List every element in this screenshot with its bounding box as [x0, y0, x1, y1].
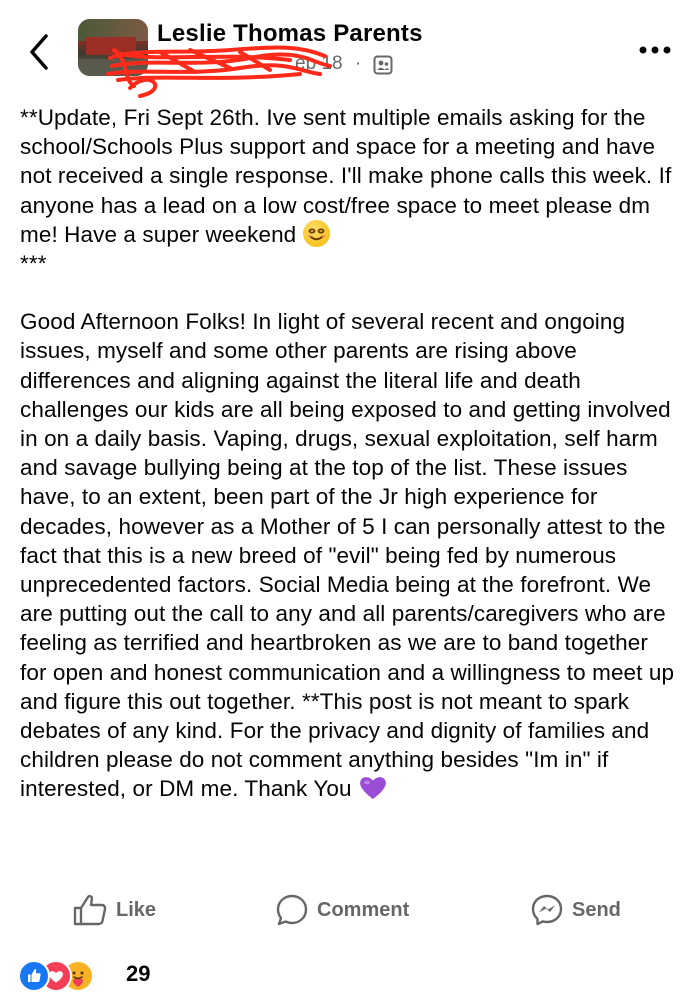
update-text: **Update, Fri Sept 26th. Ive sent multiple emails asking for the school/Schools Plus support and space for a meeting and have not received a single response. I'll make phone calls this week. If anyone has a lead on a low cost/free space to meet please dm me! Have a super weekend: [20, 105, 672, 247]
members-privacy-icon: [373, 55, 393, 75]
reactions-summary[interactable]: [18, 958, 150, 990]
like-reaction-icon: [18, 960, 50, 992]
thumbs-up-icon: [72, 893, 108, 927]
post-body: [20, 103, 680, 804]
like-label: Like: [116, 898, 157, 921]
smiling-face-emoji: [303, 220, 330, 247]
post-date[interactable]: ep 18: [295, 53, 343, 74]
update-paragraph: [20, 103, 680, 278]
send-label: Send: [572, 898, 621, 921]
main-text: Good Afternoon Folks! In light of several recent and ongoing issues, myself and some other parents are rising above differences and aligning against the literal life and death challenges our kids are all being exposed to and getting involved in on a daily basis. Vaping, drugs, sexual exploitation, self harm and savage bullying being at the top of the list. These issues have, to an extent, been part of the Jr high experience for decades, however as a Mother of 5 I can personally attest to the fact that this is a new breed of "evil" being fed by numerous unprecedented factors. Social Media being at the forefront. We are putting out the call to any and all parents/caregivers who are feeling as terrified and heartbroken as we are to band together for open and honest communication and a willingness to meet up and figure this out together. **This post is not meant to spark debates of any kind. For the privacy and dignity of families and children please do not comment anything besides "Im in" if interested, or DM me. Thank You: [20, 309, 675, 802]
group-name[interactable]: Leslie Thomas Parents: [157, 20, 423, 47]
send-button[interactable]: [530, 888, 621, 932]
group-avatar[interactable]: [78, 19, 148, 76]
like-button[interactable]: [72, 888, 156, 932]
back-arrow-icon[interactable]: [26, 32, 54, 72]
post-header: [0, 0, 695, 95]
purple-heart-emoji: [358, 774, 388, 801]
post-actions-bar: [0, 888, 695, 932]
meta-separator: ·: [355, 53, 362, 74]
comment-label: Comment: [317, 898, 410, 921]
update-end-marker: ***: [20, 251, 47, 277]
more-options-icon[interactable]: [638, 40, 672, 60]
messenger-icon: [530, 893, 564, 927]
comment-button[interactable]: [275, 888, 409, 932]
reaction-count: 29: [126, 961, 151, 986]
main-paragraph: [20, 307, 680, 803]
reaction-icons: [18, 958, 100, 990]
comment-bubble-icon: [275, 893, 309, 927]
